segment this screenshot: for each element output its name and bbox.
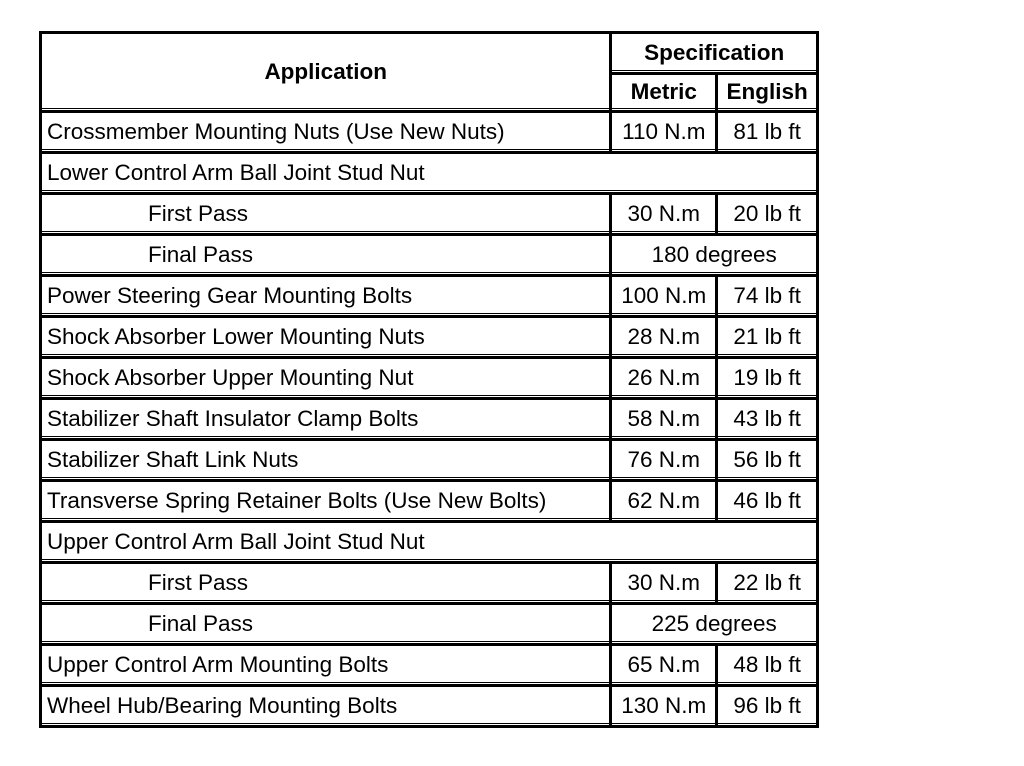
metric-cell: 110 N.m bbox=[612, 113, 718, 154]
metric-cell: 28 N.m bbox=[612, 318, 718, 359]
application-cell: Final Pass bbox=[42, 605, 612, 646]
english-cell: 56 lb ft bbox=[718, 441, 819, 482]
table-row bbox=[42, 236, 819, 277]
table-row bbox=[42, 400, 819, 441]
application-header: Application bbox=[42, 34, 612, 113]
table-row bbox=[42, 154, 819, 195]
application-cell: Shock Absorber Upper Mounting Nut bbox=[42, 359, 612, 400]
metric-cell: 130 N.m bbox=[612, 687, 718, 728]
metric-cell: 100 N.m bbox=[612, 277, 718, 318]
table-row bbox=[42, 359, 819, 400]
metric-cell: 30 N.m bbox=[612, 564, 718, 605]
application-cell: Final Pass bbox=[42, 236, 612, 277]
application-cell: Stabilizer Shaft Insulator Clamp Bolts bbox=[42, 400, 612, 441]
table-row bbox=[42, 687, 819, 728]
metric-cell: 58 N.m bbox=[612, 400, 718, 441]
english-cell: 46 lb ft bbox=[718, 482, 819, 523]
english-cell: 19 lb ft bbox=[718, 359, 819, 400]
metric-cell: 26 N.m bbox=[612, 359, 718, 400]
spec-table-body bbox=[42, 113, 819, 728]
english-cell: 21 lb ft bbox=[718, 318, 819, 359]
table-row bbox=[42, 564, 819, 605]
spec-cell: 180 degrees bbox=[612, 236, 819, 277]
metric-header: Metric bbox=[612, 75, 718, 114]
table-row bbox=[42, 441, 819, 482]
table-row bbox=[42, 318, 819, 359]
metric-cell: 62 N.m bbox=[612, 482, 718, 523]
metric-cell: 76 N.m bbox=[612, 441, 718, 482]
application-cell: Shock Absorber Lower Mounting Nuts bbox=[42, 318, 612, 359]
english-cell: 43 lb ft bbox=[718, 400, 819, 441]
application-cell: Power Steering Gear Mounting Bolts bbox=[42, 277, 612, 318]
metric-cell: 65 N.m bbox=[612, 646, 718, 687]
english-cell: 48 lb ft bbox=[718, 646, 819, 687]
torque-spec-table bbox=[39, 31, 819, 728]
table-row bbox=[42, 482, 819, 523]
application-cell: Stabilizer Shaft Link Nuts bbox=[42, 441, 612, 482]
table-row bbox=[42, 523, 819, 564]
metric-cell: 30 N.m bbox=[612, 195, 718, 236]
application-cell: Transverse Spring Retainer Bolts (Use New Bolts) bbox=[42, 482, 612, 523]
english-cell: 81 lb ft bbox=[718, 113, 819, 154]
english-header: English bbox=[718, 75, 819, 114]
english-cell: 74 lb ft bbox=[718, 277, 819, 318]
application-cell: First Pass bbox=[42, 195, 612, 236]
table-row bbox=[42, 605, 819, 646]
specification-header: Specification bbox=[612, 34, 819, 75]
application-group-cell: Upper Control Arm Ball Joint Stud Nut bbox=[42, 523, 819, 564]
table-row bbox=[42, 277, 819, 318]
table-row bbox=[42, 195, 819, 236]
application-cell: Crossmember Mounting Nuts (Use New Nuts) bbox=[42, 113, 612, 154]
application-cell: Wheel Hub/Bearing Mounting Bolts bbox=[42, 687, 612, 728]
application-group-cell: Lower Control Arm Ball Joint Stud Nut bbox=[42, 154, 819, 195]
spec-cell: 225 degrees bbox=[612, 605, 819, 646]
english-cell: 96 lb ft bbox=[718, 687, 819, 728]
english-cell: 22 lb ft bbox=[718, 564, 819, 605]
application-cell: Upper Control Arm Mounting Bolts bbox=[42, 646, 612, 687]
english-cell: 20 lb ft bbox=[718, 195, 819, 236]
table-row bbox=[42, 113, 819, 154]
application-cell: First Pass bbox=[42, 564, 612, 605]
table-row bbox=[42, 646, 819, 687]
